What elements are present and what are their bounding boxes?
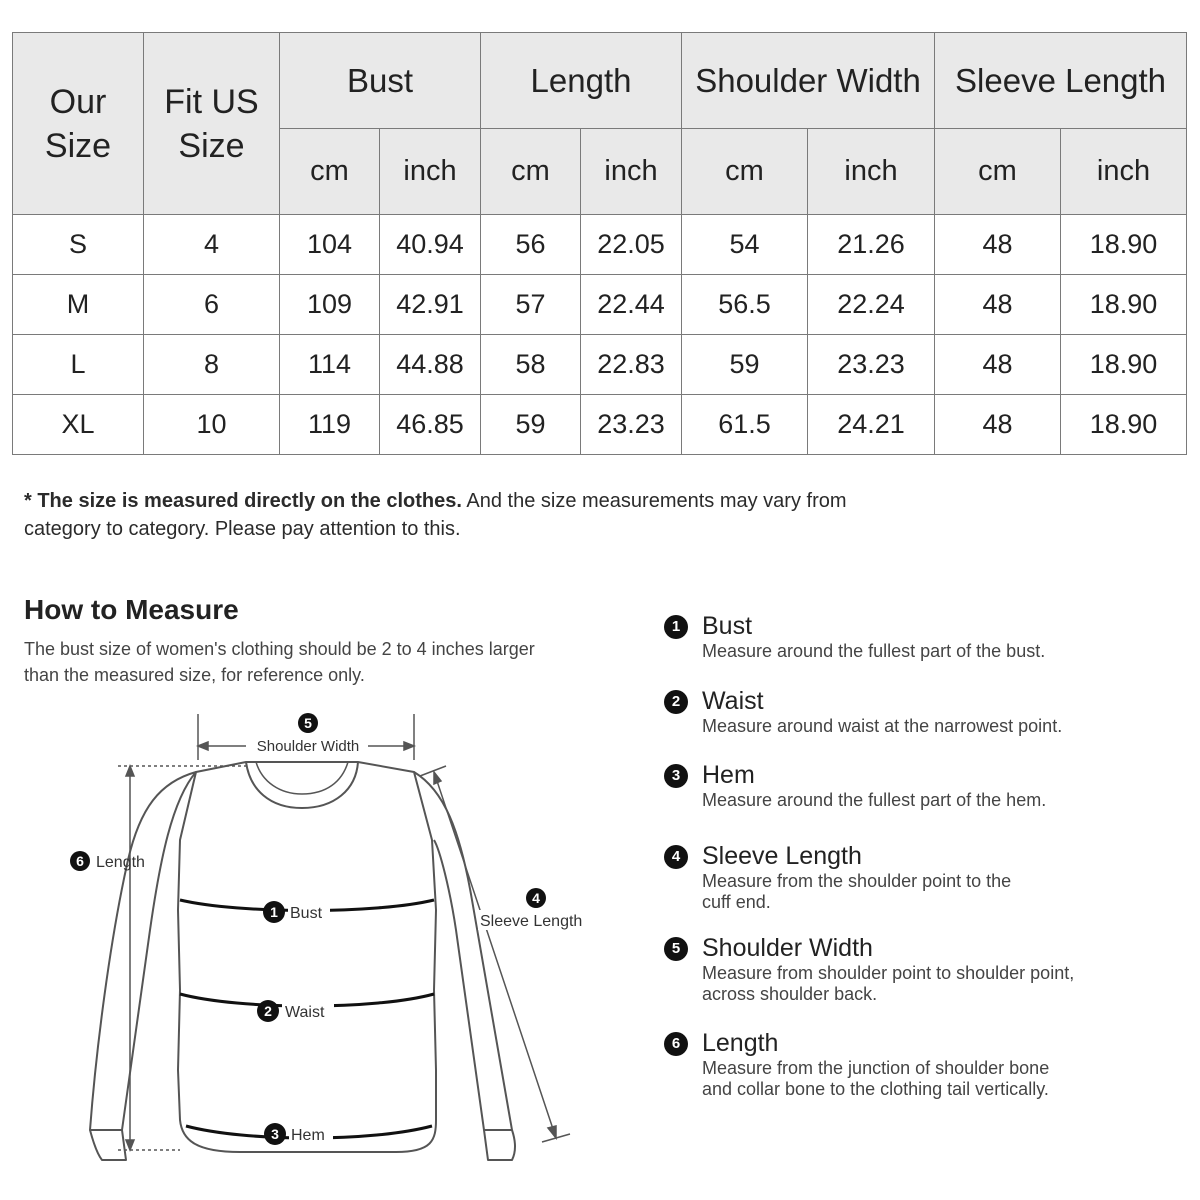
how-to-measure-subtitle: The bust size of women's clothing should be 2 to 4 inches larger than the measured size, for reference only. — [24, 639, 535, 685]
legend-item — [664, 842, 1184, 913]
bust-label: Bust — [290, 905, 323, 922]
legend-number-icon: 1 — [664, 615, 688, 639]
table-cell: 114 — [280, 335, 380, 395]
table-row — [13, 275, 1187, 335]
legend-description: Measure from the shoulder point to the cuff end. — [702, 871, 1012, 912]
shoulder-width-label: Shoulder Width — [256, 738, 360, 755]
table-cell: 22.83 — [581, 335, 682, 395]
sweater-collar — [246, 762, 358, 808]
legend-description: Measure around the fullest part of the hem. — [702, 790, 1047, 810]
table-cell: 61.5 — [682, 395, 808, 455]
length-label: Length — [96, 854, 145, 871]
measurement-note — [24, 487, 924, 543]
table-cell: 23.23 — [581, 395, 682, 455]
legend-item — [664, 687, 1184, 737]
legend-title: Bust — [702, 612, 753, 640]
table-cell: 22.44 — [581, 275, 682, 335]
legend-item — [664, 1029, 1184, 1100]
table-cell: 44.88 — [380, 335, 481, 395]
legend-item — [664, 612, 1184, 662]
table-cell: 4 — [144, 215, 280, 275]
table-cell: 22.05 — [581, 215, 682, 275]
sweater-outline — [178, 762, 436, 1152]
table-cell: 42.91 — [380, 275, 481, 335]
header-shoulder-width: Shoulder Width — [682, 33, 935, 129]
table-cell: 59 — [682, 335, 808, 395]
table-cell: L — [13, 335, 144, 395]
badge-2-number: 2 — [264, 1003, 272, 1019]
unit-header: inch — [581, 129, 682, 215]
sweater-diagram — [0, 690, 640, 1180]
table-row — [13, 335, 1187, 395]
table-cell: 56.5 — [682, 275, 808, 335]
legend-title: Shoulder Width — [702, 934, 873, 962]
legend-title: Hem — [702, 761, 755, 789]
legend-title: Length — [702, 1029, 779, 1057]
table-cell: 57 — [481, 275, 581, 335]
left-sleeve — [90, 772, 196, 1130]
table-cell: 46.85 — [380, 395, 481, 455]
table-cell: 119 — [280, 395, 380, 455]
legend-number-icon: 3 — [664, 764, 688, 788]
table-cell: 18.90 — [1061, 275, 1187, 335]
waist-label: Waist — [285, 1004, 325, 1021]
table-cell: 22.24 — [808, 275, 935, 335]
how-to-measure-title: How to Measure — [24, 594, 239, 625]
table-cell: 48 — [935, 335, 1061, 395]
legend-title: Waist — [702, 687, 764, 715]
legend-number-icon: 4 — [664, 845, 688, 869]
table-cell: 58 — [481, 335, 581, 395]
legend-description: Measure from shoulder point to shoulder point, across shoulder back. — [702, 963, 1075, 1004]
table-cell: 18.90 — [1061, 215, 1187, 275]
table-cell: 48 — [935, 275, 1061, 335]
header-our-size: Our Size — [13, 33, 144, 215]
badge-5-number: 5 — [304, 715, 312, 731]
legend-title: Sleeve Length — [702, 842, 862, 870]
legend-description: Measure around the fullest part of the bust. — [702, 641, 1046, 661]
table-cell: 18.90 — [1061, 335, 1187, 395]
table-cell: 54 — [682, 215, 808, 275]
badge-4-number: 4 — [532, 890, 540, 906]
table-cell: 8 — [144, 335, 280, 395]
legend-description: Measure from the junction of shoulder bone and collar bone to the clothing tail vertically. — [702, 1058, 1050, 1099]
table-cell: 109 — [280, 275, 380, 335]
table-cell: 48 — [935, 215, 1061, 275]
table-row — [13, 395, 1187, 455]
legend-number-icon: 6 — [664, 1032, 688, 1056]
size-chart-table — [12, 32, 1187, 455]
table-cell: 23.23 — [808, 335, 935, 395]
table-cell: 104 — [280, 215, 380, 275]
table-cell: 56 — [481, 215, 581, 275]
unit-header: cm — [682, 129, 808, 215]
table-cell: M — [13, 275, 144, 335]
unit-header: inch — [1061, 129, 1187, 215]
table-row — [13, 215, 1187, 275]
table-cell: 48 — [935, 395, 1061, 455]
table-cell: 21.26 — [808, 215, 935, 275]
unit-header: cm — [280, 129, 380, 215]
legend-number-icon: 2 — [664, 690, 688, 714]
unit-header: cm — [935, 129, 1061, 215]
header-sleeve-length: Sleeve Length — [935, 33, 1187, 129]
note-bold: * The size is measured directly on the clothes. — [24, 490, 462, 512]
note-rest: And the size measurements may vary from category to category. Please pay attention to this. — [24, 490, 847, 540]
table-cell: 40.94 — [380, 215, 481, 275]
legend-number-icon: 5 — [664, 937, 688, 961]
table-cell: 59 — [481, 395, 581, 455]
badge-3-number: 3 — [271, 1126, 279, 1142]
badge-1-number: 1 — [270, 904, 278, 920]
table-cell: 6 — [144, 275, 280, 335]
unit-header: inch — [380, 129, 481, 215]
table-cell: S — [13, 215, 144, 275]
legend-item — [664, 934, 1184, 1005]
legend-description: Measure around waist at the narrowest point. — [702, 716, 1063, 736]
unit-header: cm — [481, 129, 581, 215]
sleeve-length-label: Sleeve Length — [480, 913, 583, 930]
table-cell: 18.90 — [1061, 395, 1187, 455]
unit-header: inch — [808, 129, 935, 215]
badge-6-number: 6 — [76, 853, 84, 869]
header-bust: Bust — [280, 33, 481, 129]
table-cell: 24.21 — [808, 395, 935, 455]
header-length: Length — [481, 33, 682, 129]
table-cell: XL — [13, 395, 144, 455]
hem-label: Hem — [291, 1127, 325, 1144]
header-fit-us-size: Fit US Size — [144, 33, 280, 215]
legend-item — [664, 761, 1184, 811]
table-cell: 10 — [144, 395, 280, 455]
